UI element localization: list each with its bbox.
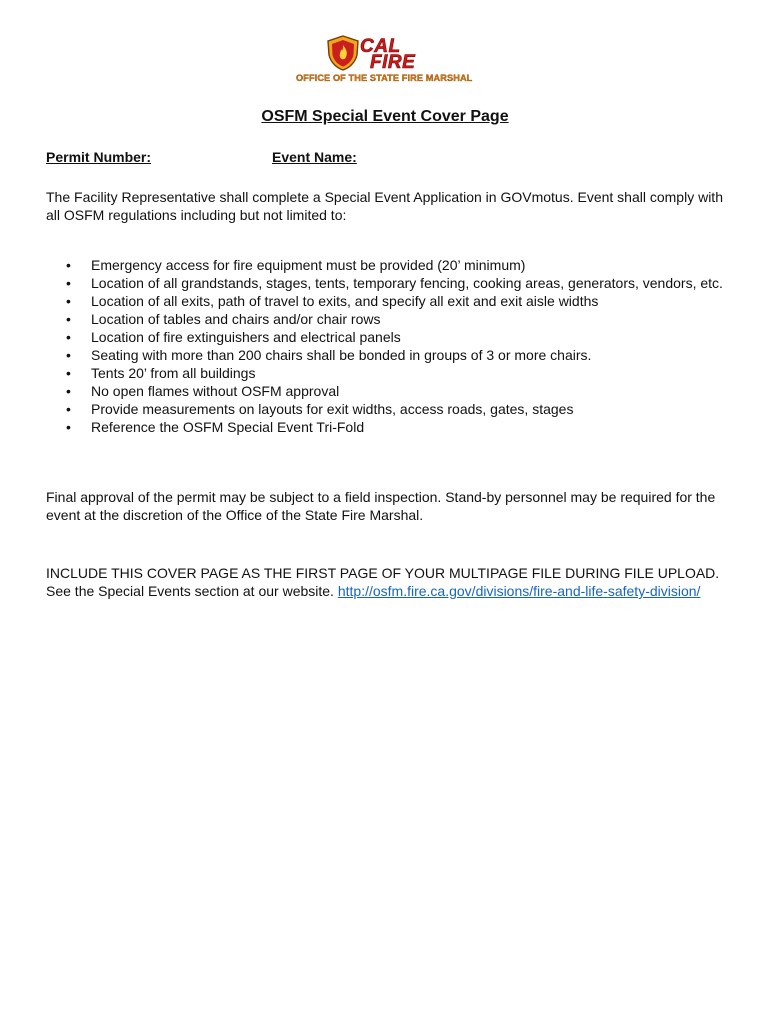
list-item-text: Seating with more than 200 chairs shall be bonded in groups of 3 or more chairs. [91, 347, 592, 363]
list-item [46, 256, 726, 274]
logo-word-cal: CAL [360, 36, 401, 57]
bullet-icon: • [66, 275, 71, 291]
list-item-text: No open flames without OSFM approval [91, 383, 340, 399]
list-item-text: Location of fire extinguishers and electrical panels [91, 329, 401, 345]
list-item-text: Location of tables and chairs and/or chair rows [91, 311, 381, 327]
list-item-text: Emergency access for fire equipment must be provided (20’ minimum) [91, 257, 526, 273]
bullet-icon: • [66, 383, 71, 399]
list-item-text: Provide measurements on layouts for exit widths, access roads, gates, stages [91, 401, 574, 417]
final-approval-paragraph: Final approval of the permit may be subject to a field inspection. Stand-by personnel may be required for the event at the discretion of the Office of the State Fire Marshal. [46, 489, 716, 523]
list-item [46, 328, 726, 346]
intro-paragraph: The Facility Representative shall complete a Special Event Application in GOVmotus. Event shall comply with all OSFM regulations including but not limited to: [46, 189, 723, 223]
list-item [46, 310, 726, 328]
list-item-text: Location of all grandstands, stages, tents, temporary fencing, cooking areas, generators, vendors, etc. [91, 275, 723, 291]
list-item [46, 400, 726, 418]
list-item [46, 382, 726, 400]
list-item [46, 292, 726, 310]
bullet-icon: • [66, 419, 71, 435]
bullet-icon: • [66, 329, 71, 345]
shield-icon [326, 35, 360, 71]
list-item-text: Tents 20’ from all buildings [91, 365, 256, 381]
list-item [46, 418, 726, 436]
list-item [46, 346, 726, 364]
include-paragraph [46, 564, 726, 600]
list-item-text: Reference the OSFM Special Event Tri-Fold [91, 419, 365, 435]
permit-number-label: Permit Number: [46, 149, 152, 165]
osfm-website-link[interactable]: http://osfm.fire.ca.gov/divisions/fire-and-life-safety-division/ [337, 583, 701, 599]
logo-subtitle: OFFICE OF THE STATE FIRE MARSHAL [296, 73, 473, 83]
list-item-text: Location of all exits, path of travel to exits, and specify all exit and exit aisle widths [91, 293, 599, 309]
list-item [46, 364, 726, 382]
logo-word-fire: FIRE [370, 52, 416, 73]
page-title: OSFM Special Event Cover Page [261, 108, 509, 125]
bullet-icon: • [66, 293, 71, 309]
event-name-label: Event Name: [272, 149, 357, 165]
bullet-icon: • [66, 401, 71, 417]
cal-fire-logo [296, 35, 486, 85]
bullet-icon: • [66, 311, 71, 327]
include-text: INCLUDE THIS COVER PAGE AS THE FIRST PAGE OF YOUR MULTIPAGE FILE DURING FILE UPLOAD. See the Special Events section at our website. [46, 565, 720, 599]
requirements-list [46, 256, 726, 436]
bullet-icon: • [66, 257, 71, 273]
bullet-icon: • [66, 365, 71, 381]
bullet-icon: • [66, 347, 71, 363]
list-item [46, 274, 726, 292]
